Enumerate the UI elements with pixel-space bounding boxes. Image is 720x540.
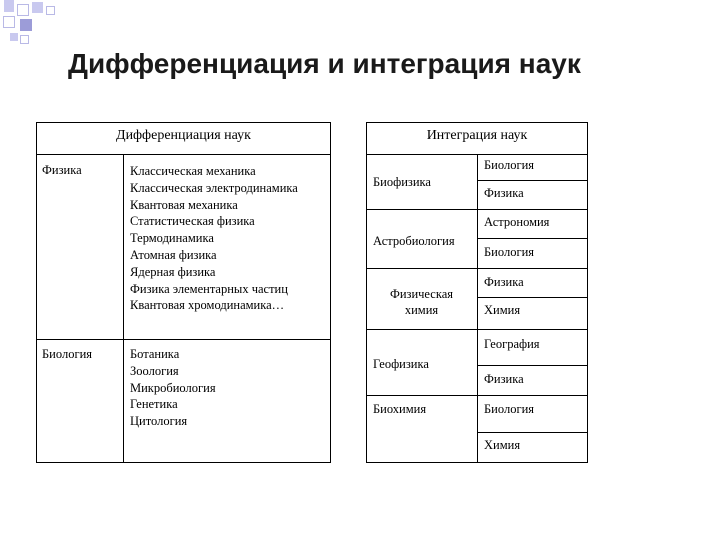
integration-header: Интеграция наук (426, 128, 528, 143)
differentiation-header: Дифференциация наук (116, 128, 251, 143)
field-biology: Биология (42, 347, 93, 361)
branch-item: Классическая механика (130, 164, 256, 178)
source-science: Физика (484, 275, 524, 289)
table-divider (36, 339, 331, 340)
decor-square (4, 0, 14, 12)
branch-item: Физика элементарных частиц (130, 281, 288, 296)
decor-square (20, 19, 32, 31)
branch-item: Ботаника (130, 347, 180, 361)
source-science: Химия (484, 303, 521, 317)
integrated-science: Физическая химия (389, 287, 454, 317)
page-title: Дифференциация и интеграция наук (68, 48, 581, 79)
branch-item: Квантовая хромодинамика… (130, 298, 285, 313)
decor-square (3, 16, 15, 28)
source-science: Химия (484, 438, 521, 452)
decor-square (32, 2, 43, 13)
table-divider (477, 297, 588, 298)
source-science: Физика (484, 186, 524, 200)
integrated-science: Геофизика (373, 357, 429, 371)
branch-item: Квантовая механика (130, 197, 238, 212)
table-divider (477, 238, 588, 239)
integrated-science: Астробиология (373, 234, 455, 248)
branch-item: Атомная физика (130, 248, 217, 262)
branch-item: Термодинамика (130, 231, 214, 246)
table-divider (477, 432, 588, 433)
decor-square (46, 6, 55, 15)
field-physics: Физика (42, 163, 82, 177)
table-divider (477, 154, 478, 463)
table-divider (477, 365, 588, 366)
branch-item: Генетика (130, 397, 178, 412)
source-science: Биология (484, 158, 535, 172)
decor-square (10, 33, 18, 41)
source-science: Биология (484, 245, 535, 259)
branch-item: Классическая электродинамика (130, 180, 298, 195)
source-science: Астрономия (484, 215, 550, 229)
source-science: География (484, 337, 540, 351)
integrated-science: Биофизика (373, 175, 431, 189)
table-divider (477, 180, 588, 181)
source-science: Физика (484, 372, 524, 386)
decor-square (17, 4, 29, 16)
decor-square (20, 35, 29, 44)
table-divider (123, 154, 124, 463)
branch-item: Ядерная физика (130, 264, 216, 279)
branch-item: Микробиология (130, 380, 216, 395)
source-science: Биология (484, 402, 535, 416)
branch-item: Статистическая физика (130, 214, 255, 229)
branch-item: Зоология (130, 363, 179, 378)
integrated-science: Биохимия (373, 402, 427, 416)
branch-item: Цитология (130, 414, 188, 429)
table-divider (36, 154, 331, 155)
